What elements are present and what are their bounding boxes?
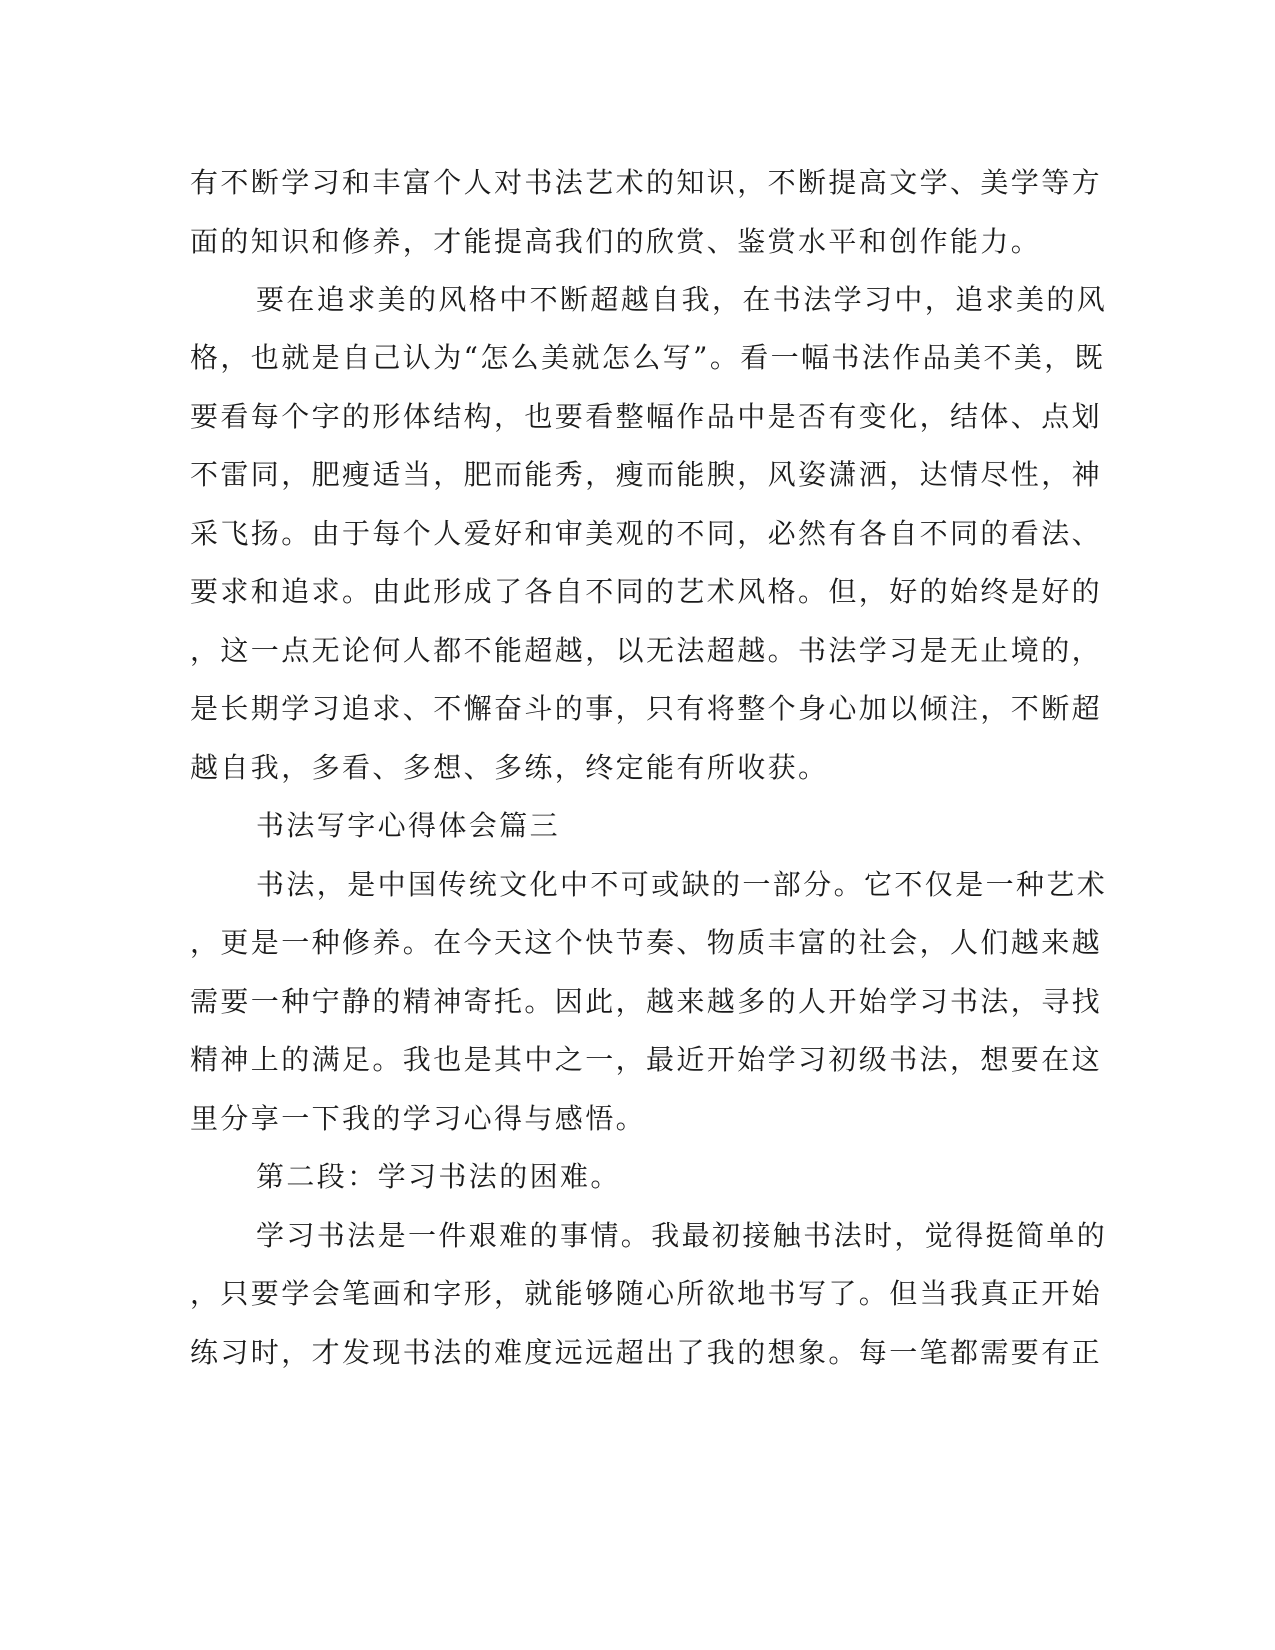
paragraph-line: 要求和追求。由此形成了各自不同的艺术风格。但，好的始终是好的 <box>190 575 1103 608</box>
paragraph-line: 精神上的满足。我也是其中之一，最近开始学习初级书法，想要在这 <box>190 1043 1103 1076</box>
paragraph-line: 格，也就是自己认为“怎么美就怎么写”。看一幅书法作品美不美，既 <box>190 341 1106 374</box>
section-heading: 书法写字心得体会篇三 <box>256 809 561 842</box>
paragraph-line: 有不断学习和丰富个人对书法艺术的知识，不断提高文学、美学等方 <box>190 166 1103 199</box>
paragraph-line: 练习时，才发现书法的难度远远超出了我的想象。每一笔都需要有正 <box>190 1336 1103 1369</box>
paragraph-line: 面的知识和修养，才能提高我们的欣赏、鉴赏水平和创作能力。 <box>190 225 1042 258</box>
paragraph-line: 越自我，多看、多想、多练，终定能有所收获。 <box>190 751 829 784</box>
paragraph-line: 是长期学习追求、不懈奋斗的事，只有将整个身心加以倾注，不断超 <box>190 692 1103 725</box>
paragraph-line: 采飞扬。由于每个人爱好和审美观的不同，必然有各自不同的看法、 <box>190 517 1103 550</box>
paragraph-line: 学习书法是一件艰难的事情。我最初接触书法时，觉得挺简单的 <box>256 1219 1108 1252</box>
paragraph-line: ，只要学会笔画和字形，就能够随心所欲地书写了。但当我真正开始 <box>190 1277 1103 1310</box>
paragraph-line: ，更是一种修养。在今天这个快节奏、物质丰富的社会，人们越来越 <box>190 926 1103 959</box>
paragraph-line: 里分享一下我的学习心得与感悟。 <box>190 1102 647 1135</box>
paragraph-line: 要在追求美的风格中不断超越自我，在书法学习中，追求美的风 <box>256 283 1108 316</box>
section-subheading: 第二段：学习书法的困难。 <box>256 1160 621 1193</box>
paragraph-line: 需要一种宁静的精神寄托。因此，越来越多的人开始学习书法，寻找 <box>190 985 1103 1018</box>
paragraph-line: 不雷同，肥瘦适当，肥而能秀，瘦而能腴，风姿潇洒，达情尽性，神 <box>190 458 1103 491</box>
paragraph-line: 要看每个字的形体结构，也要看整幅作品中是否有变化，结体、点划 <box>190 400 1103 433</box>
paragraph-line: ，这一点无论何人都不能超越，以无法超越。书法学习是无止境的， <box>190 634 1103 667</box>
paragraph-line: 书法，是中国传统文化中不可或缺的一部分。它不仅是一种艺术 <box>256 868 1108 901</box>
